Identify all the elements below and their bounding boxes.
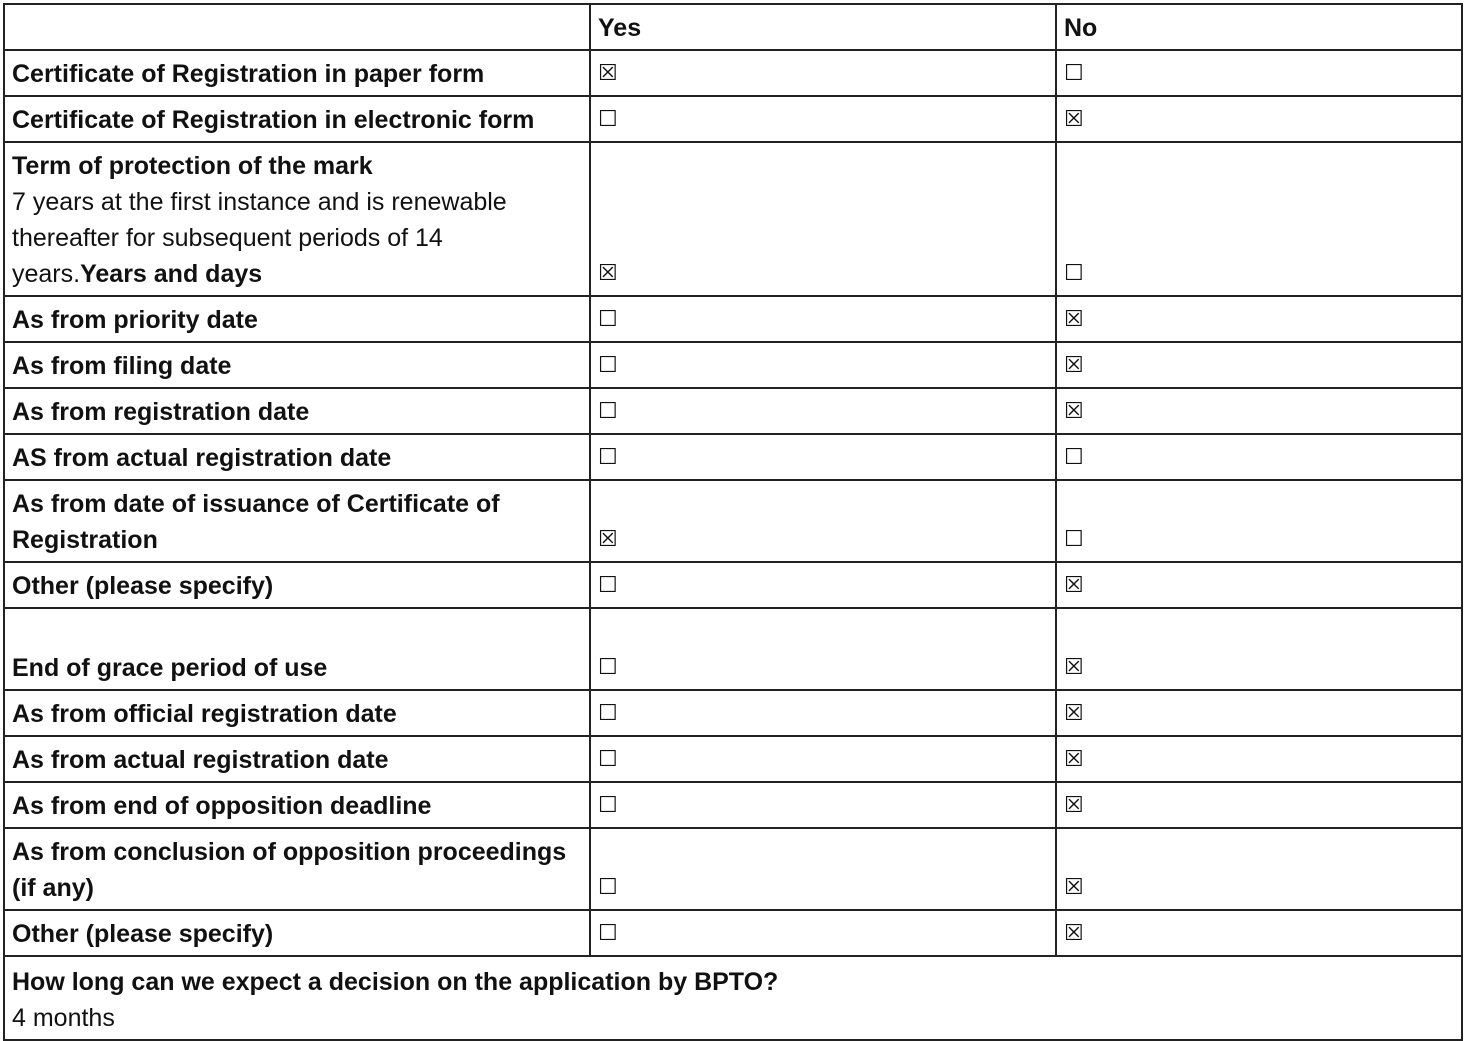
registration-table bbox=[3, 3, 1463, 1041]
table-row bbox=[4, 50, 1462, 96]
row-label: As from end of opposition deadline bbox=[4, 782, 590, 828]
row-label: As from registration date bbox=[4, 388, 590, 434]
no-checkbox[interactable]: ☐ bbox=[1064, 61, 1084, 86]
table-row bbox=[4, 142, 1462, 296]
no-checkbox[interactable]: ☒ bbox=[1064, 655, 1084, 680]
term-cell bbox=[4, 142, 590, 296]
table-row bbox=[4, 828, 1462, 910]
yes-checkbox[interactable]: ☐ bbox=[598, 655, 618, 680]
yes-checkbox[interactable]: ☐ bbox=[598, 701, 618, 726]
row-label: Term of protection of the mark bbox=[12, 152, 373, 180]
yes-checkbox[interactable]: ☐ bbox=[598, 793, 618, 818]
row-label: As from priority date bbox=[4, 296, 590, 342]
yes-checkbox[interactable]: ☒ bbox=[598, 527, 618, 552]
no-checkbox[interactable]: ☒ bbox=[1064, 747, 1084, 772]
yes-checkbox[interactable]: ☐ bbox=[598, 445, 618, 470]
decision-cell bbox=[4, 956, 1462, 1040]
header-row bbox=[4, 4, 1462, 50]
yes-checkbox[interactable]: ☒ bbox=[598, 261, 618, 286]
no-checkbox[interactable]: ☒ bbox=[1064, 701, 1084, 726]
table-row bbox=[4, 96, 1462, 142]
header-no: No bbox=[1056, 4, 1462, 50]
table-row bbox=[4, 388, 1462, 434]
table-row bbox=[4, 608, 1462, 690]
no-checkbox[interactable]: ☒ bbox=[1064, 107, 1084, 132]
decision-question: How long can we expect a decision on the application by BPTO? bbox=[12, 968, 779, 996]
decision-answer: 4 months bbox=[12, 1004, 115, 1032]
row-label: As from actual registration date bbox=[4, 736, 590, 782]
row-label: AS from actual registration date bbox=[4, 434, 590, 480]
yes-checkbox[interactable]: ☐ bbox=[598, 875, 618, 900]
yes-checkbox[interactable]: ☒ bbox=[598, 61, 618, 86]
no-checkbox[interactable]: ☒ bbox=[1064, 307, 1084, 332]
table-row bbox=[4, 690, 1462, 736]
yes-checkbox[interactable]: ☐ bbox=[598, 399, 618, 424]
table-row bbox=[4, 480, 1462, 562]
row-label: Certificate of Registration in paper form bbox=[4, 50, 590, 96]
yes-checkbox[interactable]: ☐ bbox=[598, 921, 618, 946]
row-label: As from official registration date bbox=[4, 690, 590, 736]
term-suffix: Years and days bbox=[80, 260, 263, 288]
no-checkbox[interactable]: ☐ bbox=[1064, 261, 1084, 286]
table-row bbox=[4, 296, 1462, 342]
row-label: End of grace period of use bbox=[4, 608, 590, 690]
yes-checkbox[interactable]: ☐ bbox=[598, 573, 618, 598]
term-description bbox=[12, 184, 582, 292]
row-label: As from date of issuance of Certificate of Registration bbox=[4, 480, 590, 562]
yes-checkbox[interactable]: ☐ bbox=[598, 747, 618, 772]
no-checkbox[interactable]: ☐ bbox=[1064, 527, 1084, 552]
decision-row bbox=[4, 956, 1462, 1040]
term-desc-text: 7 years at the first instance and is renewable thereafter for subsequent periods of 14 years. bbox=[12, 188, 507, 288]
table-row bbox=[4, 342, 1462, 388]
table-row bbox=[4, 910, 1462, 956]
yes-checkbox[interactable]: ☐ bbox=[598, 107, 618, 132]
yes-checkbox[interactable]: ☐ bbox=[598, 307, 618, 332]
row-label: As from filing date bbox=[4, 342, 590, 388]
no-checkbox[interactable]: ☒ bbox=[1064, 353, 1084, 378]
header-blank-cell bbox=[4, 4, 590, 50]
table-row bbox=[4, 434, 1462, 480]
row-label: As from conclusion of opposition proceedings (if any) bbox=[4, 828, 590, 910]
no-checkbox[interactable]: ☒ bbox=[1064, 921, 1084, 946]
no-checkbox[interactable]: ☐ bbox=[1064, 445, 1084, 470]
no-checkbox[interactable]: ☒ bbox=[1064, 793, 1084, 818]
no-checkbox[interactable]: ☒ bbox=[1064, 875, 1084, 900]
yes-checkbox[interactable]: ☐ bbox=[598, 353, 618, 378]
header-yes: Yes bbox=[590, 4, 1056, 50]
table-row bbox=[4, 782, 1462, 828]
no-checkbox[interactable]: ☒ bbox=[1064, 573, 1084, 598]
row-label: Other (please specify) bbox=[4, 562, 590, 608]
table-row bbox=[4, 562, 1462, 608]
row-label: Certificate of Registration in electronic form bbox=[4, 96, 590, 142]
row-label: Other (please specify) bbox=[4, 910, 590, 956]
no-checkbox[interactable]: ☒ bbox=[1064, 399, 1084, 424]
table-row bbox=[4, 736, 1462, 782]
